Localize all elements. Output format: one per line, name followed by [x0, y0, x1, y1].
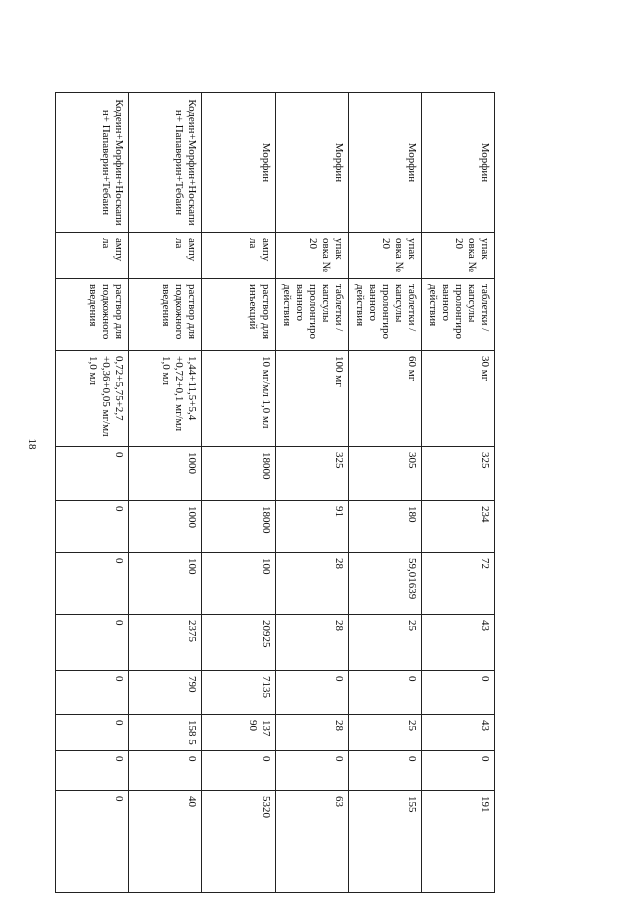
cell-v6: 43 [421, 715, 494, 751]
cell-v8: 63 [275, 791, 348, 893]
cell-v5: 0 [421, 671, 494, 715]
cell-v8: 5320 [202, 791, 275, 893]
cell-dose: 10 мг/мл 1,0 мл [202, 351, 275, 447]
cell-v5: 0 [56, 671, 129, 715]
cell-dose: 1,44+11,5+5,4 +0,72+0,1 мг/мл 1,0 мл [129, 351, 202, 447]
cell-v8: 0 [56, 791, 129, 893]
cell-v4: 43 [421, 615, 494, 671]
cell-v2: 1000 [129, 501, 202, 553]
cell-v5: 7135 [202, 671, 275, 715]
cell-pack: ампу ла [129, 233, 202, 279]
cell-v4: 25 [348, 615, 421, 671]
cell-v3: 72 [421, 553, 494, 615]
cell-v3: 100 [202, 553, 275, 615]
cell-form: таблетки / капсулы пролонгиро ванного действия [421, 279, 494, 351]
table-row [348, 93, 421, 893]
cell-v6: 25 [348, 715, 421, 751]
cell-v5: 790 [129, 671, 202, 715]
cell-v2: 18000 [202, 501, 275, 553]
cell-v1: 325 [275, 447, 348, 501]
cell-form: раствор для подкожного введения [129, 279, 202, 351]
cell-v6: 137 90 [202, 715, 275, 751]
cell-name: Кодеин+Морфин+Носкапин+ Папаверин+Тебаин [129, 93, 202, 233]
cell-form: раствор для подкожного введения [56, 279, 129, 351]
cell-v7: 0 [129, 751, 202, 791]
cell-v1: 1000 [129, 447, 202, 501]
cell-v7: 0 [56, 751, 129, 791]
cell-v6: 158 5 [129, 715, 202, 751]
table-row [129, 93, 202, 893]
cell-v2: 91 [275, 501, 348, 553]
cell-v3: 0 [56, 553, 129, 615]
table-row [56, 93, 129, 893]
cell-v8: 191 [421, 791, 494, 893]
cell-v7: 0 [348, 751, 421, 791]
cell-v2: 0 [56, 501, 129, 553]
cell-v8: 155 [348, 791, 421, 893]
cell-name: Морфин [202, 93, 275, 233]
cell-v5: 0 [348, 671, 421, 715]
cell-v1: 18000 [202, 447, 275, 501]
cell-pack: упак овка № 20 [275, 233, 348, 279]
cell-pack: ампу ла [56, 233, 129, 279]
table-row [202, 93, 275, 893]
cell-form: раствор для инъекций [202, 279, 275, 351]
cell-pack: упак овка № 20 [421, 233, 494, 279]
cell-v8: 40 [129, 791, 202, 893]
cell-v4: 0 [56, 615, 129, 671]
table-rotated-wrapper [55, 92, 495, 892]
cell-v7: 0 [421, 751, 494, 791]
cell-v5: 0 [275, 671, 348, 715]
cell-v3: 28 [275, 553, 348, 615]
cell-name: Морфин [421, 93, 494, 233]
cell-v3: 59,01639 [348, 553, 421, 615]
cell-dose: 100 мг [275, 351, 348, 447]
cell-dose: 60 мг [348, 351, 421, 447]
cell-name: Кодеин+Морфин+Носкапин+ Папаверин+Тебаин [56, 93, 129, 233]
cell-v7: 0 [202, 751, 275, 791]
data-table [55, 92, 495, 893]
cell-form: таблетки / капсулы пролонгиро ванного действия [275, 279, 348, 351]
page-number: 18 [26, 438, 38, 450]
table-row [275, 93, 348, 893]
cell-v6: 0 [56, 715, 129, 751]
table-container [55, 92, 495, 892]
cell-v3: 100 [129, 553, 202, 615]
cell-dose: 30 мг [421, 351, 494, 447]
cell-pack: ампу ла [202, 233, 275, 279]
cell-pack: упак овка № 20 [348, 233, 421, 279]
cell-dose: 0,72+5,75+2,7 +0,36+0,05 мг/мл 1,0 мл [56, 351, 129, 447]
cell-v4: 20925 [202, 615, 275, 671]
cell-v4: 28 [275, 615, 348, 671]
cell-name: Морфин [275, 93, 348, 233]
cell-v2: 234 [421, 501, 494, 553]
cell-v6: 28 [275, 715, 348, 751]
table-row [421, 93, 494, 893]
cell-v4: 2375 [129, 615, 202, 671]
cell-v7: 0 [275, 751, 348, 791]
cell-v2: 180 [348, 501, 421, 553]
cell-v1: 0 [56, 447, 129, 501]
cell-v1: 325 [421, 447, 494, 501]
cell-form: таблетки / капсулы пролонгиро ванного действия [348, 279, 421, 351]
cell-v1: 305 [348, 447, 421, 501]
cell-name: Морфин [348, 93, 421, 233]
